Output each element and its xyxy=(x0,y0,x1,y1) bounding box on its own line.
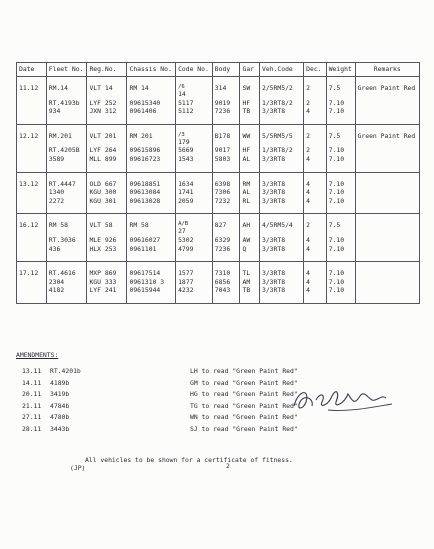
cell-code-no xyxy=(176,214,213,236)
cell-fleet-no: 934 xyxy=(46,107,87,124)
cell-veh-code: 3/3RT8 xyxy=(259,197,303,214)
cell-date: 16.12 xyxy=(17,214,47,236)
cell-veh-code: 1/3RT8/2 xyxy=(259,99,303,108)
cell-veh-code: 2/5RM5/2 xyxy=(259,77,303,99)
table-row xyxy=(17,278,420,287)
col-garage: Gar xyxy=(240,63,260,77)
cell-chassis-no: 0961101 xyxy=(127,245,176,262)
cell-weight: 7.10 xyxy=(326,262,355,278)
amendment-date: 28.11 xyxy=(22,424,42,433)
cell-body: 7236 xyxy=(212,245,240,262)
cell-veh-code: 4/5RM5/4 xyxy=(259,214,303,236)
cell-code-no: 1543 xyxy=(176,155,213,172)
cell-dec: 4 xyxy=(304,188,327,197)
amendment-item xyxy=(22,424,342,436)
cell-dec: 4 xyxy=(304,262,327,278)
cell-reg-no: LYF 264 xyxy=(87,146,127,155)
cell-body: 827 xyxy=(212,214,240,236)
cell-weight: 7.10 xyxy=(326,172,355,188)
amendment-note: LH to read "Green Paint Red" xyxy=(190,367,298,375)
cell-date: 11.12 xyxy=(17,77,47,99)
amendment-fleet-no: 4784b xyxy=(50,401,70,410)
cell-reg-no: MXP 869 xyxy=(87,262,127,278)
cell-weight: 7.10 xyxy=(326,99,355,108)
cell-chassis-no: 09618851 xyxy=(127,172,176,188)
cell-date xyxy=(17,107,47,124)
cell-reg-no: MLE 926 xyxy=(87,236,127,245)
table-row xyxy=(17,214,420,236)
cell-veh-code: 3/3RT8 xyxy=(259,278,303,287)
cell-fleet-no: RT.4616 xyxy=(46,262,87,278)
col-veh-code: Veh.Code xyxy=(259,63,303,77)
cell-date xyxy=(17,278,47,287)
col-date: Date xyxy=(17,63,47,77)
cell-reg-no: VLT 14 xyxy=(87,77,127,99)
cell-dec: 4 xyxy=(304,155,327,172)
cell-chassis-no: RM 201 xyxy=(127,124,176,146)
cell-veh-code: 5/5RM5/5 xyxy=(259,124,303,146)
cell-dec: 2 xyxy=(304,99,327,108)
table-row xyxy=(17,172,420,188)
cell-fleet-no: RM.201 xyxy=(46,124,87,146)
amendment-item xyxy=(22,366,342,378)
table-header-row xyxy=(17,63,420,77)
code-annotation: /6 xyxy=(178,84,185,90)
amendment-date: 13.11 xyxy=(22,367,42,375)
cell-fleet-no: 436 xyxy=(46,245,87,262)
cell-reg-no: KGU 333 xyxy=(87,278,127,287)
cell-weight: 7.10 xyxy=(326,107,355,124)
cell-date xyxy=(17,236,47,245)
cell-garage: RM xyxy=(240,172,260,188)
cell-body: 7306 xyxy=(212,188,240,197)
cell-remarks xyxy=(355,188,419,197)
cell-remarks: Green Paint Red xyxy=(355,77,419,99)
code-value: 27 xyxy=(178,227,186,236)
cell-chassis-no: 09615944 xyxy=(127,286,176,303)
table-row xyxy=(17,107,420,124)
cell-fleet-no: RT.4205B xyxy=(46,146,87,155)
cell-chassis-no: 09617514 xyxy=(127,262,176,278)
cell-date: 17.12 xyxy=(17,262,47,278)
cell-reg-no: HLX 253 xyxy=(87,245,127,262)
cell-code-no: 1877 xyxy=(176,278,213,287)
amendment-fleet-no: 4189b xyxy=(50,378,70,387)
cell-body: 7043 xyxy=(212,286,240,303)
cell-reg-no: VLT 201 xyxy=(87,124,127,146)
cell-dec: 4 xyxy=(304,236,327,245)
table-row xyxy=(17,262,420,278)
code-value: 14 xyxy=(178,90,186,98)
amendment-fleet-no: 4780b xyxy=(50,413,70,422)
cell-body: 6856 xyxy=(212,278,240,287)
cell-dec: 2 xyxy=(304,146,327,155)
cell-reg-no: OLD 667 xyxy=(87,172,127,188)
col-chassis-no: Chassis No. xyxy=(127,63,176,77)
cell-code-no: 1741 xyxy=(176,188,213,197)
table-row xyxy=(17,188,420,197)
cell-fleet-no: RM.14 xyxy=(46,77,87,99)
cell-remarks xyxy=(355,278,419,287)
code-value: 179 xyxy=(178,137,190,146)
cell-code-no: 5302 xyxy=(176,236,213,245)
vehicle-register-table xyxy=(16,62,420,304)
cell-dec: 4 xyxy=(304,278,327,287)
amendment-note: TG to read "Green Paint Red" xyxy=(190,401,298,410)
cell-dec: 2 xyxy=(304,124,327,146)
cell-reg-no: KGU 300 xyxy=(87,188,127,197)
cell-garage: AW xyxy=(240,236,260,245)
cell-remarks xyxy=(355,155,419,172)
cell-veh-code: 3/3RT8 xyxy=(259,107,303,124)
cell-garage: HF xyxy=(240,146,260,155)
cell-date: 12.12 xyxy=(17,124,47,146)
cell-body: 6329 xyxy=(212,236,240,245)
cell-garage: TL xyxy=(240,262,260,278)
cell-remarks xyxy=(355,286,419,303)
cell-dec: 4 xyxy=(304,107,327,124)
cell-remarks xyxy=(355,236,419,245)
cell-weight: 7.10 xyxy=(326,245,355,262)
cell-remarks xyxy=(355,146,419,155)
cell-reg-no: MLL 899 xyxy=(87,155,127,172)
cell-weight: 7.10 xyxy=(326,146,355,155)
cell-garage: SW xyxy=(240,77,260,99)
cell-reg-no: LYF 241 xyxy=(87,286,127,303)
cell-date xyxy=(17,197,47,214)
cell-remarks xyxy=(355,214,419,236)
cell-garage: WW xyxy=(240,124,260,146)
table-row xyxy=(17,77,420,99)
cell-weight: 7.10 xyxy=(326,155,355,172)
amendment-fleet-no: 3419b xyxy=(50,390,70,399)
cell-code-no: 1577 xyxy=(176,262,213,278)
cell-date xyxy=(17,188,47,197)
table-row xyxy=(17,236,420,245)
cell-weight: 7.5 xyxy=(326,77,355,99)
cell-chassis-no: 09613084 xyxy=(127,188,176,197)
cell-date xyxy=(17,286,47,303)
cell-dec: 2 xyxy=(304,214,327,236)
cell-reg-no: KGU 301 xyxy=(87,197,127,214)
cell-weight: 7.10 xyxy=(326,278,355,287)
cell-fleet-no: RT.4447 xyxy=(46,172,87,188)
cell-chassis-no: 0961310 3 xyxy=(127,278,176,287)
amendment-date: 20.11 xyxy=(22,390,42,399)
col-fleet-no: Fleet No. xyxy=(46,63,87,77)
cell-chassis-no: 0961406 xyxy=(127,107,176,124)
cell-body: 9017 xyxy=(212,146,240,155)
cell-body: 6398 xyxy=(212,172,240,188)
cell-weight: 7.10 xyxy=(326,236,355,245)
amendment-note: GM to read "Green Paint Red" xyxy=(190,378,298,387)
cell-garage: AL xyxy=(240,188,260,197)
cell-dec: 4 xyxy=(304,286,327,303)
cell-veh-code: 1/3RT8/2 xyxy=(259,146,303,155)
amendment-note: HG to read "Green Paint Red" xyxy=(190,390,298,399)
cell-date xyxy=(17,146,47,155)
cell-remarks xyxy=(355,99,419,108)
col-dec: Dec. xyxy=(304,63,327,77)
cell-remarks xyxy=(355,245,419,262)
table-row xyxy=(17,286,420,303)
fitness-footnote: All vehicles to be shown for a certificate of fitness. xyxy=(85,456,293,464)
cell-code-no: 4232 xyxy=(176,286,213,303)
cell-weight: 7.10 xyxy=(326,286,355,303)
table-row xyxy=(17,155,420,172)
table-row xyxy=(17,146,420,155)
code-annotation: A/B xyxy=(178,221,189,228)
cell-garage: AH xyxy=(240,214,260,236)
cell-date: 13.12 xyxy=(17,172,47,188)
cell-dec: 2 xyxy=(304,77,327,99)
cell-garage: TB xyxy=(240,286,260,303)
table-row xyxy=(17,245,420,262)
cell-date xyxy=(17,155,47,172)
cell-code-no: 1634 xyxy=(176,172,213,188)
cell-chassis-no: RM 14 xyxy=(127,77,176,99)
amendment-date: 14.11 xyxy=(22,378,42,387)
cell-garage: HF xyxy=(240,99,260,108)
table-body xyxy=(17,77,420,304)
cell-chassis-no: 09615896 xyxy=(127,146,176,155)
table-row xyxy=(17,124,420,146)
cell-body: 7232 xyxy=(212,197,240,214)
amendment-note: SJ to read "Green Paint Red" xyxy=(190,424,298,433)
cell-dec: 4 xyxy=(304,172,327,188)
cell-remarks xyxy=(355,262,419,278)
cell-body: 7236 xyxy=(212,107,240,124)
cell-fleet-no: 3589 xyxy=(46,155,87,172)
cell-code-no: 5117 xyxy=(176,99,213,108)
cell-body: 5803 xyxy=(212,155,240,172)
cell-code-no xyxy=(176,77,213,99)
col-weight: Weight xyxy=(326,63,355,77)
table-row xyxy=(17,99,420,108)
cell-chassis-no: RM 58 xyxy=(127,214,176,236)
cell-garage: RL xyxy=(240,197,260,214)
cell-garage: Q xyxy=(240,245,260,262)
cell-weight: 7.10 xyxy=(326,197,355,214)
cell-code-no: 2059 xyxy=(176,197,213,214)
cell-dec: 4 xyxy=(304,197,327,214)
cell-remarks xyxy=(355,172,419,188)
cell-fleet-no: RT.4193b xyxy=(46,99,87,108)
col-body: Body xyxy=(212,63,240,77)
table-row xyxy=(17,197,420,214)
cell-fleet-no: 4182 xyxy=(46,286,87,303)
code-annotation: /3 xyxy=(178,131,185,138)
cell-body: 9019 xyxy=(212,99,240,108)
cell-code-no: 4799 xyxy=(176,245,213,262)
cell-veh-code: 3/3RT8 xyxy=(259,155,303,172)
cell-body: 7310 xyxy=(212,262,240,278)
cell-weight: 7.10 xyxy=(326,188,355,197)
cell-reg-no: LYF 252 xyxy=(87,99,127,108)
cell-fleet-no: RT.3036 xyxy=(46,236,87,245)
cell-veh-code: 3/3RT8 xyxy=(259,188,303,197)
amendment-date: 27.11 xyxy=(22,413,42,422)
handwritten-signature xyxy=(288,380,400,420)
cell-fleet-no: 2304 xyxy=(46,278,87,287)
cell-fleet-no: 1340 xyxy=(46,188,87,197)
cell-fleet-no: 2272 xyxy=(46,197,87,214)
amendment-note: WN to read "Green Paint Red" xyxy=(190,413,298,422)
cell-chassis-no: 09615340 xyxy=(127,99,176,108)
amendment-date: 21.11 xyxy=(22,401,42,410)
cell-veh-code: 3/3RT8 xyxy=(259,286,303,303)
cell-chassis-no: 09613028 xyxy=(127,197,176,214)
cell-remarks xyxy=(355,107,419,124)
cell-garage: AL xyxy=(240,155,260,172)
cell-date xyxy=(17,245,47,262)
col-remarks: Remarks xyxy=(355,63,419,77)
cell-remarks xyxy=(355,197,419,214)
cell-chassis-no: 09616027 xyxy=(127,236,176,245)
page-number: 2 xyxy=(226,462,230,470)
cell-garage: AM xyxy=(240,278,260,287)
cell-code-no: 5669 xyxy=(176,146,213,155)
cell-remarks: Green Paint Red xyxy=(355,124,419,146)
cell-dec: 4 xyxy=(304,245,327,262)
col-code-no: Code No. xyxy=(176,63,213,77)
amendment-fleet-no: RT.4201b xyxy=(50,367,81,375)
cell-code-no xyxy=(176,124,213,146)
cell-weight: 7.5 xyxy=(326,214,355,236)
cell-fleet-no: RM 58 xyxy=(46,214,87,236)
cell-veh-code: 3/3RT8 xyxy=(259,172,303,188)
cell-body: 314 xyxy=(212,77,240,99)
cell-veh-code: 3/3RT8 xyxy=(259,262,303,278)
cell-garage: TB xyxy=(240,107,260,124)
typist-initials: (JP) xyxy=(70,464,86,472)
cell-reg-no: JXN 312 xyxy=(87,107,127,124)
cell-reg-no: VLT 58 xyxy=(87,214,127,236)
cell-veh-code: 3/3RT8 xyxy=(259,236,303,245)
cell-code-no: 5112 xyxy=(176,107,213,124)
cell-veh-code: 3/3RT8 xyxy=(259,245,303,262)
amendment-fleet-no: 3443b xyxy=(50,424,70,433)
cell-date xyxy=(17,99,47,108)
cell-weight: 7.5 xyxy=(326,124,355,146)
amendments-heading: AMENDMENTS: xyxy=(16,351,59,359)
col-reg-no: Reg.No. xyxy=(87,63,127,77)
cell-body: B178 xyxy=(212,124,240,146)
cell-chassis-no: 09616723 xyxy=(127,155,176,172)
